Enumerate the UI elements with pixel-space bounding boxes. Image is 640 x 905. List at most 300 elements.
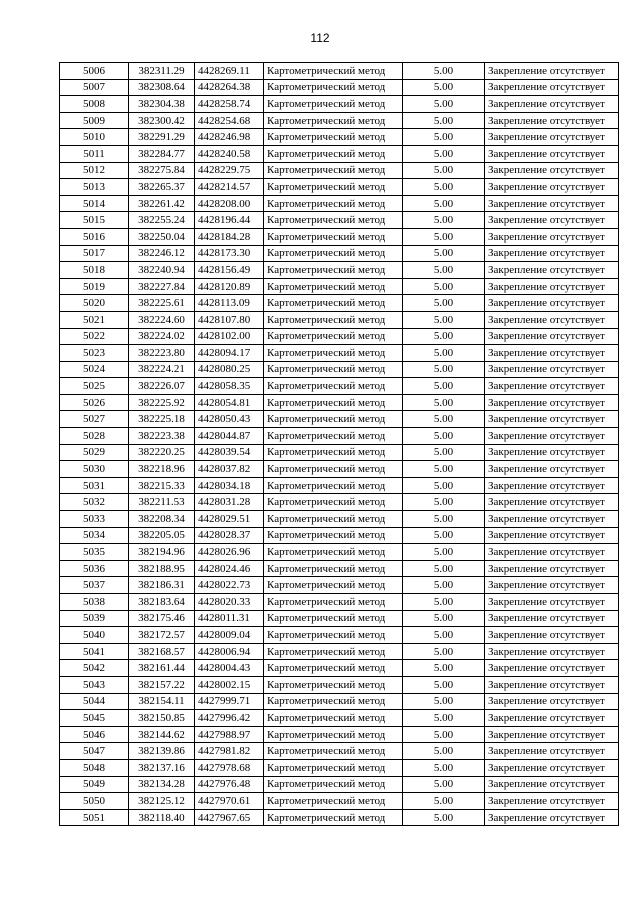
y-coordinate-cell: 4428031.28 — [195, 494, 264, 511]
fixation-cell: Закрепление отсутствует — [485, 710, 619, 727]
point-number-cell: 5020 — [60, 295, 129, 312]
y-coordinate-cell: 4428229.75 — [195, 162, 264, 179]
fixation-cell: Закрепление отсутствует — [485, 361, 619, 378]
y-coordinate-cell: 4428050.43 — [195, 411, 264, 428]
point-number-cell: 5023 — [60, 345, 129, 362]
fixation-cell: Закрепление отсутствует — [485, 759, 619, 776]
accuracy-cell: 5.00 — [403, 743, 485, 760]
accuracy-cell: 5.00 — [403, 444, 485, 461]
method-cell: Картометрический метод — [264, 660, 403, 677]
method-cell: Картометрический метод — [264, 295, 403, 312]
fixation-cell: Закрепление отсутствует — [485, 295, 619, 312]
accuracy-cell: 5.00 — [403, 63, 485, 80]
x-coordinate-cell: 382215.33 — [129, 477, 195, 494]
table-row — [60, 212, 619, 229]
accuracy-cell: 5.00 — [403, 676, 485, 693]
point-number-cell: 5021 — [60, 311, 129, 328]
point-number-cell: 5035 — [60, 544, 129, 561]
y-coordinate-cell: 4427970.61 — [195, 793, 264, 810]
y-coordinate-cell: 4427981.82 — [195, 743, 264, 760]
point-number-cell: 5019 — [60, 278, 129, 295]
y-coordinate-cell: 4428044.87 — [195, 428, 264, 445]
fixation-cell: Закрепление отсутствует — [485, 145, 619, 162]
table-row — [60, 262, 619, 279]
method-cell: Картометрический метод — [264, 643, 403, 660]
table-row — [60, 776, 619, 793]
y-coordinate-cell: 4428254.68 — [195, 112, 264, 129]
fixation-cell: Закрепление отсутствует — [485, 743, 619, 760]
fixation-cell: Закрепление отсутствует — [485, 676, 619, 693]
x-coordinate-cell: 382225.18 — [129, 411, 195, 428]
point-number-cell: 5042 — [60, 660, 129, 677]
method-cell: Картометрический метод — [264, 743, 403, 760]
x-coordinate-cell: 382224.21 — [129, 361, 195, 378]
fixation-cell: Закрепление отсутствует — [485, 245, 619, 262]
table-row — [60, 809, 619, 826]
table-row — [60, 743, 619, 760]
fixation-cell: Закрепление отсутствует — [485, 394, 619, 411]
table-row — [60, 195, 619, 212]
accuracy-cell: 5.00 — [403, 759, 485, 776]
y-coordinate-cell: 4428002.15 — [195, 676, 264, 693]
fixation-cell: Закрепление отсутствует — [485, 195, 619, 212]
point-number-cell: 5037 — [60, 577, 129, 594]
x-coordinate-cell: 382186.31 — [129, 577, 195, 594]
x-coordinate-cell: 382218.96 — [129, 461, 195, 478]
method-cell: Картометрический метод — [264, 245, 403, 262]
y-coordinate-cell: 4428058.35 — [195, 378, 264, 395]
table-row — [60, 710, 619, 727]
table-row — [60, 676, 619, 693]
accuracy-cell: 5.00 — [403, 179, 485, 196]
y-coordinate-cell: 4428214.57 — [195, 179, 264, 196]
table-row — [60, 627, 619, 644]
method-cell: Картометрический метод — [264, 676, 403, 693]
point-number-cell: 5041 — [60, 643, 129, 660]
table-row — [60, 245, 619, 262]
x-coordinate-cell: 382308.64 — [129, 79, 195, 96]
accuracy-cell: 5.00 — [403, 262, 485, 279]
table-row — [60, 162, 619, 179]
accuracy-cell: 5.00 — [403, 627, 485, 644]
point-number-cell: 5038 — [60, 594, 129, 611]
table-row — [60, 278, 619, 295]
fixation-cell: Закрепление отсутствует — [485, 162, 619, 179]
table-row — [60, 428, 619, 445]
x-coordinate-cell: 382157.22 — [129, 676, 195, 693]
x-coordinate-cell: 382224.60 — [129, 311, 195, 328]
accuracy-cell: 5.00 — [403, 594, 485, 611]
method-cell: Картометрический метод — [264, 311, 403, 328]
x-coordinate-cell: 382223.38 — [129, 428, 195, 445]
accuracy-cell: 5.00 — [403, 195, 485, 212]
fixation-cell: Закрепление отсутствует — [485, 112, 619, 129]
x-coordinate-cell: 382161.44 — [129, 660, 195, 677]
x-coordinate-cell: 382255.24 — [129, 212, 195, 229]
accuracy-cell: 5.00 — [403, 162, 485, 179]
fixation-cell: Закрепление отсутствует — [485, 809, 619, 826]
x-coordinate-cell: 382208.34 — [129, 511, 195, 528]
point-number-cell: 5032 — [60, 494, 129, 511]
accuracy-cell: 5.00 — [403, 96, 485, 113]
x-coordinate-cell: 382311.29 — [129, 63, 195, 80]
point-number-cell: 5051 — [60, 809, 129, 826]
point-number-cell: 5048 — [60, 759, 129, 776]
accuracy-cell: 5.00 — [403, 328, 485, 345]
method-cell: Картометрический метод — [264, 411, 403, 428]
y-coordinate-cell: 4428080.25 — [195, 361, 264, 378]
point-number-cell: 5009 — [60, 112, 129, 129]
fixation-cell: Закрепление отсутствует — [485, 311, 619, 328]
x-coordinate-cell: 382118.40 — [129, 809, 195, 826]
point-number-cell: 5015 — [60, 212, 129, 229]
fixation-cell: Закрепление отсутствует — [485, 776, 619, 793]
method-cell: Картометрический метод — [264, 228, 403, 245]
method-cell: Картометрический метод — [264, 577, 403, 594]
fixation-cell: Закрепление отсутствует — [485, 228, 619, 245]
table-row — [60, 228, 619, 245]
x-coordinate-cell: 382139.86 — [129, 743, 195, 760]
fixation-cell: Закрепление отсутствует — [485, 262, 619, 279]
point-number-cell: 5044 — [60, 693, 129, 710]
fixation-cell: Закрепление отсутствует — [485, 96, 619, 113]
method-cell: Картометрический метод — [264, 378, 403, 395]
accuracy-cell: 5.00 — [403, 112, 485, 129]
method-cell: Картометрический метод — [264, 96, 403, 113]
fixation-cell: Закрепление отсутствует — [485, 461, 619, 478]
point-number-cell: 5006 — [60, 63, 129, 80]
x-coordinate-cell: 382175.46 — [129, 610, 195, 627]
method-cell: Картометрический метод — [264, 477, 403, 494]
fixation-cell: Закрепление отсутствует — [485, 411, 619, 428]
fixation-cell: Закрепление отсутствует — [485, 793, 619, 810]
method-cell: Картометрический метод — [264, 627, 403, 644]
method-cell: Картометрический метод — [264, 278, 403, 295]
accuracy-cell: 5.00 — [403, 428, 485, 445]
accuracy-cell: 5.00 — [403, 212, 485, 229]
accuracy-cell: 5.00 — [403, 129, 485, 146]
point-number-cell: 5027 — [60, 411, 129, 428]
method-cell: Картометрический метод — [264, 145, 403, 162]
x-coordinate-cell: 382227.84 — [129, 278, 195, 295]
table-row — [60, 96, 619, 113]
point-number-cell: 5007 — [60, 79, 129, 96]
accuracy-cell: 5.00 — [403, 79, 485, 96]
method-cell: Картометрический метод — [264, 560, 403, 577]
accuracy-cell: 5.00 — [403, 809, 485, 826]
table-row — [60, 311, 619, 328]
fixation-cell: Закрепление отсутствует — [485, 129, 619, 146]
y-coordinate-cell: 4428246.98 — [195, 129, 264, 146]
x-coordinate-cell: 382211.53 — [129, 494, 195, 511]
x-coordinate-cell: 382144.62 — [129, 726, 195, 743]
accuracy-cell: 5.00 — [403, 643, 485, 660]
table-row — [60, 394, 619, 411]
x-coordinate-cell: 382172.57 — [129, 627, 195, 644]
fixation-cell: Закрепление отсутствует — [485, 494, 619, 511]
fixation-cell: Закрепление отсутствует — [485, 643, 619, 660]
x-coordinate-cell: 382183.64 — [129, 594, 195, 611]
fixation-cell: Закрепление отсутствует — [485, 693, 619, 710]
point-number-cell: 5033 — [60, 511, 129, 528]
accuracy-cell: 5.00 — [403, 544, 485, 561]
point-number-cell: 5016 — [60, 228, 129, 245]
y-coordinate-cell: 4428173.30 — [195, 245, 264, 262]
point-number-cell: 5030 — [60, 461, 129, 478]
point-number-cell: 5043 — [60, 676, 129, 693]
table-row — [60, 693, 619, 710]
accuracy-cell: 5.00 — [403, 461, 485, 478]
accuracy-cell: 5.00 — [403, 411, 485, 428]
table-row — [60, 511, 619, 528]
x-coordinate-cell: 382225.61 — [129, 295, 195, 312]
accuracy-cell: 5.00 — [403, 726, 485, 743]
accuracy-cell: 5.00 — [403, 610, 485, 627]
method-cell: Картометрический метод — [264, 345, 403, 362]
method-cell: Картометрический метод — [264, 179, 403, 196]
point-number-cell: 5011 — [60, 145, 129, 162]
point-number-cell: 5040 — [60, 627, 129, 644]
method-cell: Картометрический метод — [264, 129, 403, 146]
y-coordinate-cell: 4427996.42 — [195, 710, 264, 727]
x-coordinate-cell: 382261.42 — [129, 195, 195, 212]
y-coordinate-cell: 4428029.51 — [195, 511, 264, 528]
point-number-cell: 5046 — [60, 726, 129, 743]
table-row — [60, 179, 619, 196]
table-row — [60, 345, 619, 362]
x-coordinate-cell: 382150.85 — [129, 710, 195, 727]
fixation-cell: Закрепление отсутствует — [485, 179, 619, 196]
table-row — [60, 295, 619, 312]
method-cell: Картометрический метод — [264, 79, 403, 96]
table-row — [60, 361, 619, 378]
fixation-cell: Закрепление отсутствует — [485, 444, 619, 461]
accuracy-cell: 5.00 — [403, 228, 485, 245]
x-coordinate-cell: 382154.11 — [129, 693, 195, 710]
table-row — [60, 112, 619, 129]
y-coordinate-cell: 4428004.43 — [195, 660, 264, 677]
method-cell: Картометрический метод — [264, 162, 403, 179]
accuracy-cell: 5.00 — [403, 295, 485, 312]
y-coordinate-cell: 4428107.80 — [195, 311, 264, 328]
table-row — [60, 594, 619, 611]
x-coordinate-cell: 382240.94 — [129, 262, 195, 279]
y-coordinate-cell: 4428269.11 — [195, 63, 264, 80]
point-number-cell: 5036 — [60, 560, 129, 577]
method-cell: Картометрический метод — [264, 461, 403, 478]
table-row — [60, 461, 619, 478]
point-number-cell: 5034 — [60, 527, 129, 544]
table-row — [60, 610, 619, 627]
x-coordinate-cell: 382134.28 — [129, 776, 195, 793]
method-cell: Картометрический метод — [264, 444, 403, 461]
point-number-cell: 5013 — [60, 179, 129, 196]
x-coordinate-cell: 382223.80 — [129, 345, 195, 362]
y-coordinate-cell: 4428006.94 — [195, 643, 264, 660]
table-row — [60, 145, 619, 162]
fixation-cell: Закрепление отсутствует — [485, 328, 619, 345]
point-number-cell: 5018 — [60, 262, 129, 279]
y-coordinate-cell: 4428020.33 — [195, 594, 264, 611]
x-coordinate-cell: 382194.96 — [129, 544, 195, 561]
accuracy-cell: 5.00 — [403, 710, 485, 727]
table-row — [60, 660, 619, 677]
y-coordinate-cell: 4428022.73 — [195, 577, 264, 594]
accuracy-cell: 5.00 — [403, 776, 485, 793]
table-body — [60, 63, 619, 826]
method-cell: Картометрический метод — [264, 262, 403, 279]
method-cell: Картометрический метод — [264, 793, 403, 810]
y-coordinate-cell: 4428184.28 — [195, 228, 264, 245]
x-coordinate-cell: 382275.84 — [129, 162, 195, 179]
method-cell: Картометрический метод — [264, 710, 403, 727]
page-number: 112 — [310, 31, 330, 45]
method-cell: Картометрический метод — [264, 212, 403, 229]
y-coordinate-cell: 4428026.96 — [195, 544, 264, 561]
method-cell: Картометрический метод — [264, 195, 403, 212]
point-number-cell: 5026 — [60, 394, 129, 411]
table-row — [60, 726, 619, 743]
x-coordinate-cell: 382284.77 — [129, 145, 195, 162]
x-coordinate-cell: 382250.04 — [129, 228, 195, 245]
y-coordinate-cell: 4428028.37 — [195, 527, 264, 544]
accuracy-cell: 5.00 — [403, 511, 485, 528]
accuracy-cell: 5.00 — [403, 577, 485, 594]
method-cell: Картометрический метод — [264, 328, 403, 345]
table-row — [60, 577, 619, 594]
method-cell: Картометрический метод — [264, 759, 403, 776]
point-number-cell: 5024 — [60, 361, 129, 378]
fixation-cell: Закрепление отсутствует — [485, 345, 619, 362]
table-row — [60, 643, 619, 660]
y-coordinate-cell: 4428009.04 — [195, 627, 264, 644]
x-coordinate-cell: 382265.37 — [129, 179, 195, 196]
method-cell: Картометрический метод — [264, 776, 403, 793]
fixation-cell: Закрепление отсутствует — [485, 627, 619, 644]
accuracy-cell: 5.00 — [403, 378, 485, 395]
point-number-cell: 5050 — [60, 793, 129, 810]
accuracy-cell: 5.00 — [403, 477, 485, 494]
y-coordinate-cell: 4428113.09 — [195, 295, 264, 312]
table-row — [60, 759, 619, 776]
y-coordinate-cell: 4428240.58 — [195, 145, 264, 162]
y-coordinate-cell: 4427999.71 — [195, 693, 264, 710]
accuracy-cell: 5.00 — [403, 693, 485, 710]
fixation-cell: Закрепление отсутствует — [485, 527, 619, 544]
table-row — [60, 544, 619, 561]
y-coordinate-cell: 4427967.65 — [195, 809, 264, 826]
x-coordinate-cell: 382137.16 — [129, 759, 195, 776]
table-row — [60, 328, 619, 345]
method-cell: Картометрический метод — [264, 610, 403, 627]
fixation-cell: Закрепление отсутствует — [485, 610, 619, 627]
fixation-cell: Закрепление отсутствует — [485, 660, 619, 677]
table-row — [60, 494, 619, 511]
point-number-cell: 5039 — [60, 610, 129, 627]
x-coordinate-cell: 382300.42 — [129, 112, 195, 129]
table-row — [60, 560, 619, 577]
table-row — [60, 378, 619, 395]
y-coordinate-cell: 4428208.00 — [195, 195, 264, 212]
y-coordinate-cell: 4428094.17 — [195, 345, 264, 362]
accuracy-cell: 5.00 — [403, 560, 485, 577]
table-row — [60, 527, 619, 544]
x-coordinate-cell: 382246.12 — [129, 245, 195, 262]
fixation-cell: Закрепление отсутствует — [485, 594, 619, 611]
accuracy-cell: 5.00 — [403, 311, 485, 328]
method-cell: Картометрический метод — [264, 112, 403, 129]
y-coordinate-cell: 4428264.38 — [195, 79, 264, 96]
point-number-cell: 5014 — [60, 195, 129, 212]
y-coordinate-cell: 4428034.18 — [195, 477, 264, 494]
y-coordinate-cell: 4427988.97 — [195, 726, 264, 743]
fixation-cell: Закрепление отсутствует — [485, 544, 619, 561]
y-coordinate-cell: 4428258.74 — [195, 96, 264, 113]
point-number-cell: 5029 — [60, 444, 129, 461]
y-coordinate-cell: 4428102.00 — [195, 328, 264, 345]
point-number-cell: 5047 — [60, 743, 129, 760]
x-coordinate-cell: 382125.12 — [129, 793, 195, 810]
point-number-cell: 5025 — [60, 378, 129, 395]
fixation-cell: Закрепление отсутствует — [485, 278, 619, 295]
accuracy-cell: 5.00 — [403, 394, 485, 411]
y-coordinate-cell: 4428120.89 — [195, 278, 264, 295]
y-coordinate-cell: 4428037.82 — [195, 461, 264, 478]
method-cell: Картометрический метод — [264, 594, 403, 611]
accuracy-cell: 5.00 — [403, 278, 485, 295]
method-cell: Картометрический метод — [264, 63, 403, 80]
x-coordinate-cell: 382220.25 — [129, 444, 195, 461]
table-row — [60, 411, 619, 428]
fixation-cell: Закрепление отсутствует — [485, 63, 619, 80]
fixation-cell: Закрепление отсутствует — [485, 726, 619, 743]
y-coordinate-cell: 4428054.81 — [195, 394, 264, 411]
accuracy-cell: 5.00 — [403, 660, 485, 677]
table-row — [60, 477, 619, 494]
method-cell: Картометрический метод — [264, 361, 403, 378]
table-row — [60, 63, 619, 80]
point-number-cell: 5017 — [60, 245, 129, 262]
x-coordinate-cell: 382188.95 — [129, 560, 195, 577]
table-row — [60, 79, 619, 96]
point-number-cell: 5010 — [60, 129, 129, 146]
point-number-cell: 5028 — [60, 428, 129, 445]
table-row — [60, 793, 619, 810]
fixation-cell: Закрепление отсутствует — [485, 212, 619, 229]
y-coordinate-cell: 4428011.31 — [195, 610, 264, 627]
x-coordinate-cell: 382205.05 — [129, 527, 195, 544]
x-coordinate-cell: 382291.29 — [129, 129, 195, 146]
method-cell: Картометрический метод — [264, 511, 403, 528]
fixation-cell: Закрепление отсутствует — [485, 577, 619, 594]
table-row — [60, 129, 619, 146]
fixation-cell: Закрепление отсутствует — [485, 560, 619, 577]
point-number-cell: 5008 — [60, 96, 129, 113]
x-coordinate-cell: 382224.02 — [129, 328, 195, 345]
x-coordinate-cell: 382226.07 — [129, 378, 195, 395]
point-number-cell: 5012 — [60, 162, 129, 179]
fixation-cell: Закрепление отсутствует — [485, 428, 619, 445]
fixation-cell: Закрепление отсутствует — [485, 79, 619, 96]
x-coordinate-cell: 382304.38 — [129, 96, 195, 113]
x-coordinate-cell: 382168.57 — [129, 643, 195, 660]
y-coordinate-cell: 4428024.46 — [195, 560, 264, 577]
point-number-cell: 5031 — [60, 477, 129, 494]
accuracy-cell: 5.00 — [403, 361, 485, 378]
accuracy-cell: 5.00 — [403, 494, 485, 511]
point-number-cell: 5045 — [60, 710, 129, 727]
y-coordinate-cell: 4427976.48 — [195, 776, 264, 793]
